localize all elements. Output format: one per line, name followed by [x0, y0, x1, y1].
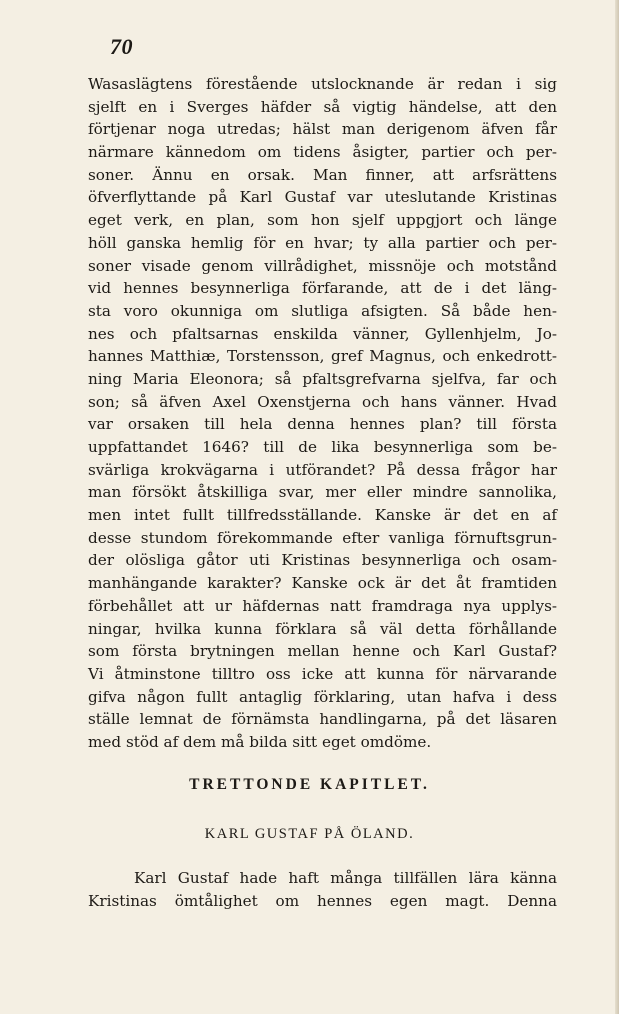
text-line: Wasaslägtens förestående utslocknande är redan i sig — [88, 75, 557, 93]
text-line: men intet fullt tillfredsställande. Kanske är det en af — [88, 506, 557, 525]
text-line: ställe lemnat de förnämsta handlingarna, på det läsaren — [88, 710, 557, 729]
text-line: svärliga krokvägarna i utförandet? På dessa frågor har — [88, 460, 557, 479]
text-line: med stöd af dem må bilda sitt eget omdöme. — [88, 732, 432, 751]
text-line: der olösliga gåtor uti Kristinas besynnerliga och osam- — [88, 551, 557, 570]
text-line: höll ganska hemlig för en hvar; ty alla partier och per- — [88, 233, 557, 252]
text-line: Kristinas ömtålighet om hennes egen magt. Denna — [88, 891, 557, 910]
text-line: desse stundom förekommande efter vanliga förnuftsgrun- — [88, 528, 557, 547]
text-line: uppfattandet 1646? till de lika besynnerliga som be- — [88, 438, 557, 456]
text-line: man försökt åtskilliga svar, mer eller mindre sannolika, — [88, 483, 557, 502]
body-paragraph — [88, 73, 557, 754]
page-edge — [615, 0, 619, 1014]
text-line: förtjenar noga utredas; hälst man derigenom äfven får — [88, 120, 557, 139]
text-line: var orsaken till hela denna hennes plan? till första — [88, 415, 557, 434]
chapter-heading: TRETTONDE KAPITLET. — [189, 776, 430, 793]
chapter-opening-paragraph — [88, 867, 557, 912]
text-line: sta voro okunniga om slutliga afsigten. Så både hen- — [88, 301, 557, 320]
text-line: närmare kännedom om tidens åsigter, partier och per- — [88, 143, 557, 162]
text-line: hannes Matthiæ, Torstensson, gref Magnus, och enkedrott- — [88, 347, 557, 366]
page-number: 70 — [110, 34, 133, 59]
text-line: ningar, hvilka kunna förklara så väl detta förhållande — [88, 619, 557, 638]
text-line: öfverflyttande på Karl Gustaf var uteslutande Kristinas — [88, 188, 557, 207]
text-line: nes och pfaltsarnas enskilda vänner, Gyllenhjelm, Jo- — [88, 324, 557, 343]
text-line: som första brytningen mellan henne och Karl Gustaf? — [88, 642, 557, 661]
text-line: gifva någon fullt antaglig förklaring, utan hafva i dess — [88, 687, 557, 706]
text-line: eget verk, en plan, som hon sjelf uppgjort och länge — [88, 211, 557, 230]
text-line: sjelft en i Sverges häfder så vigtig händelse, att den — [88, 97, 557, 116]
text-line: manhängande karakter? Kanske ock är det åt framtiden — [88, 574, 557, 593]
text-line: soner visade genom villrådighet, missnöje och motstånd — [88, 256, 557, 275]
text-line: soner. Ännu en orsak. Man finner, att arfsrättens — [88, 165, 557, 184]
chapter-subtitle: KARL GUSTAF PÅ ÖLAND. — [204, 826, 415, 842]
text-line: vid hennes besynnerliga förfarande, att de i det läng- — [88, 279, 557, 298]
text-line: ning Maria Eleonora; så pfaltsgrefvarna sjelfva, far och — [88, 369, 557, 388]
text-line: son; så äfven Axel Oxenstjerna och hans vänner. Hvad — [88, 392, 557, 411]
text-line: förbehållet att ur häfdernas natt framdraga nya upplys- — [88, 596, 557, 615]
text-line: Karl Gustaf hade haft många tillfällen lära känna — [134, 869, 557, 887]
text-line: Vi åtminstone tilltro oss icke att kunna för närvarande — [88, 664, 557, 683]
